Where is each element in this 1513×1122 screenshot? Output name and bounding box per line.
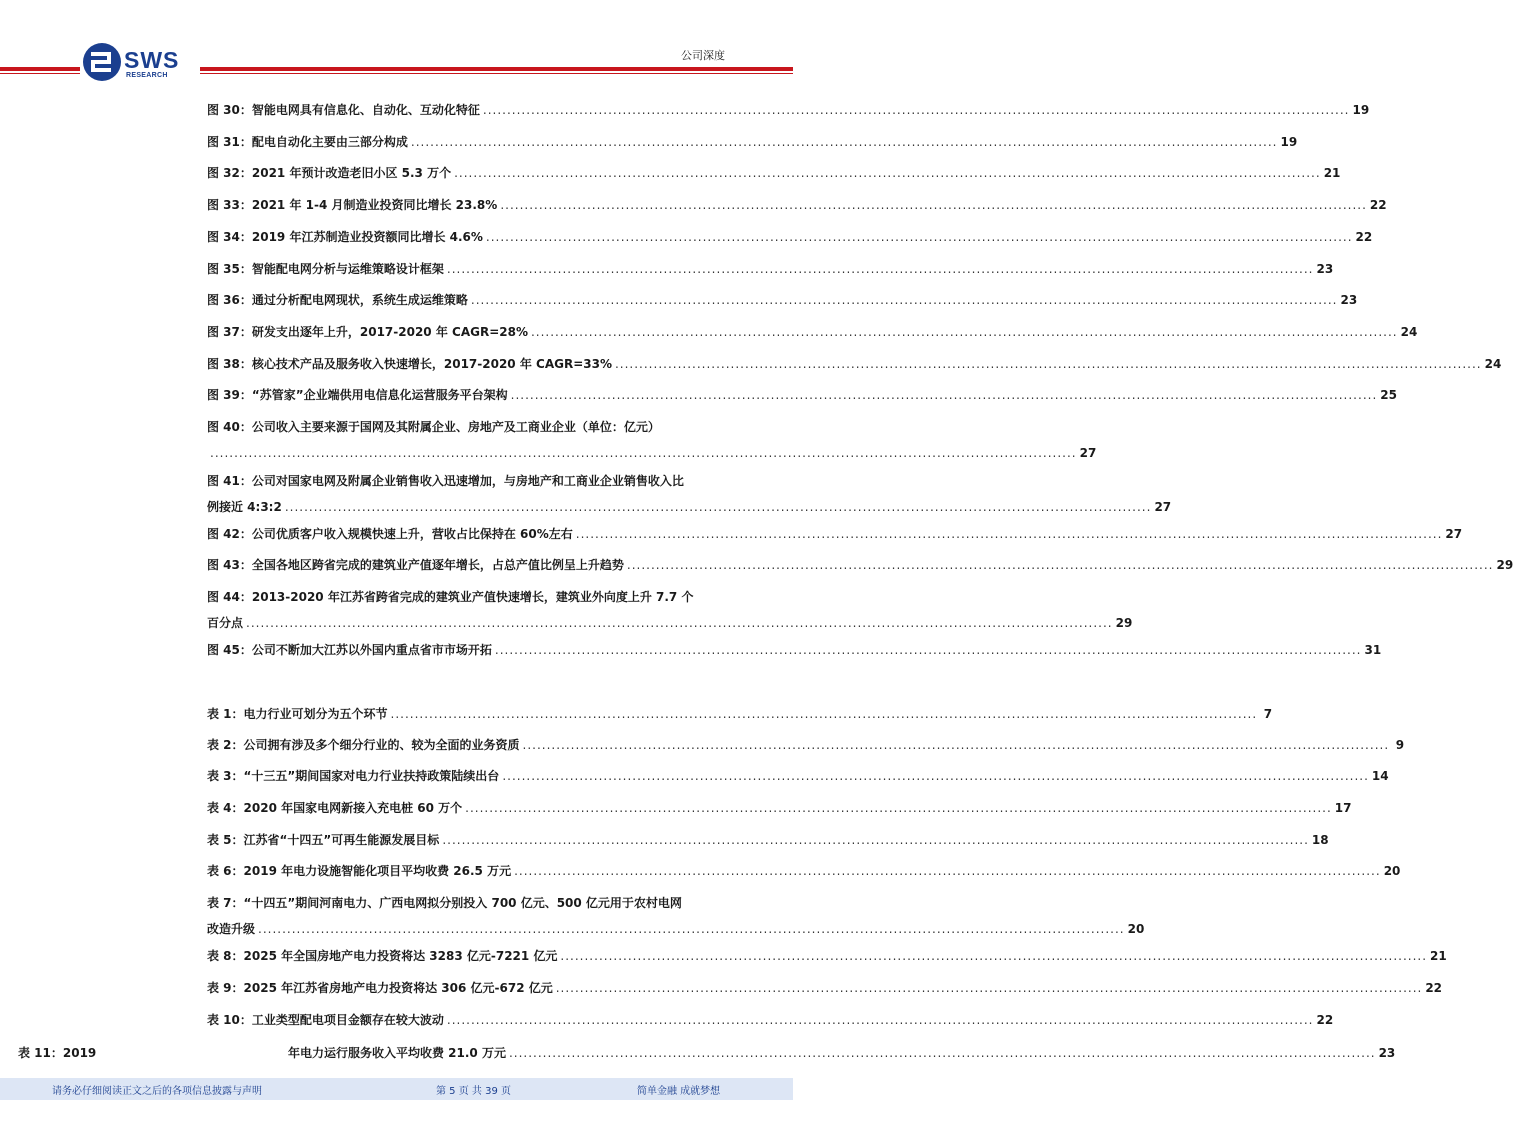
toc-page: 19 <box>1352 103 1370 117</box>
dot-leader: .................................................................................................................................................................................... <box>446 262 1314 276</box>
toc-entry-fig-39[interactable] <box>207 382 1397 408</box>
dot-leader: .................................................................................................................................................................................... <box>465 801 1332 815</box>
toc-label: 图 35：智能配电网分析与运维策略设计框架 <box>207 262 444 276</box>
toc-label: 图 30：智能电网具有信息化、自动化、互动化特征 <box>207 103 480 117</box>
toc-label: 表 8：2025 年全国房地产电力投资将达 3283 亿元-7221 亿元 <box>207 949 558 963</box>
toc-entry-fig-33[interactable] <box>207 192 1387 218</box>
dot-leader: .................................................................................................................................................................................... <box>258 922 1125 936</box>
header-rule-left <box>0 67 80 77</box>
dot-leader: .................................................................................................................................................................................... <box>555 981 1423 995</box>
toc-label-line1: 图 44：2013-2020 年江苏省跨省完成的建筑业产值快速增长，建筑业外向度上升 7.7 个 <box>207 590 694 604</box>
dot-leader: .................................................................................................................................................................................... <box>210 446 1077 460</box>
toc-entry-fig-30[interactable] <box>207 97 1370 123</box>
toc-entry-fig-40[interactable] <box>207 414 1097 466</box>
toc-entry-table-8[interactable] <box>207 943 1447 969</box>
toc-entry-table-3[interactable] <box>207 763 1389 789</box>
toc-entry-fig-31[interactable] <box>207 129 1298 155</box>
toc-entry-table-1[interactable] <box>207 701 1273 727</box>
dot-leader: .................................................................................................................................................................................... <box>284 500 1152 514</box>
toc-page: 22 <box>1425 981 1443 995</box>
dot-leader: .................................................................................................................................................................................... <box>575 527 1443 541</box>
toc-page: 21 <box>1430 949 1447 963</box>
dot-leader: .................................................................................................................................................................................... <box>446 1013 1314 1027</box>
toc-label: 表 2：公司拥有涉及多个细分行业的、较为全面的业务资质 <box>207 738 520 752</box>
logo-subtitle: RESEARCH <box>126 72 168 79</box>
dot-leader: .................................................................................................................................................................................... <box>470 293 1338 307</box>
toc-page: 27 <box>1079 446 1097 460</box>
dot-leader: .................................................................................................................................................................................... <box>502 769 1369 783</box>
toc-entry-fig-44[interactable] <box>207 584 1133 636</box>
toc-entry-fig-32[interactable] <box>207 160 1341 186</box>
toc-entry-fig-42[interactable] <box>207 521 1463 547</box>
dot-leader: .................................................................................................................................................................................... <box>410 135 1278 149</box>
dot-leader: .................................................................................................................................................................................... <box>482 103 1350 117</box>
toc-entry-fig-37[interactable] <box>207 319 1418 345</box>
toc-page: 23 <box>1378 1046 1396 1060</box>
toc-page: 17 <box>1334 801 1352 815</box>
toc-page: 27 <box>1154 500 1172 514</box>
toc-page: 18 <box>1311 833 1329 847</box>
header-rule-right <box>200 67 793 77</box>
toc-entry-table-11-prefix[interactable]: 表 11：2019 <box>18 1046 97 1060</box>
toc-label-line1: 表 7：“十四五”期间河南电力、广西电网拟分别投入 700 亿元、500 亿元用于农村电网 <box>207 896 682 910</box>
toc-label: 表 3：“十三五”期间国家对电力行业扶持政策陆续出台 <box>207 769 500 783</box>
toc-entry-table-4[interactable] <box>207 795 1352 821</box>
dot-leader: .................................................................................................................................................................................... <box>390 707 1258 721</box>
toc-label: 百分点 <box>207 616 244 630</box>
toc-label: 年电力运行服务收入平均收费 21.0 万元 <box>288 1046 506 1060</box>
dot-leader: .................................................................................................................................................................................... <box>522 738 1390 752</box>
toc-page: 29 <box>1115 616 1133 630</box>
toc-entry-fig-43[interactable] <box>207 552 1513 578</box>
dot-leader: .................................................................................................................................................................................... <box>508 1046 1376 1060</box>
toc-page: 14 <box>1371 769 1389 783</box>
toc-label: 图 39：“苏管家”企业端供用电信息化运营服务平台架构 <box>207 388 508 402</box>
footer-page-info: 第 5 页 共 39 页 <box>436 1086 511 1097</box>
toc-label: 图 43：全国各地区跨省完成的建筑业产值逐年增长，占总产值比例呈上升趋势 <box>207 558 624 572</box>
toc-page: 20 <box>1127 922 1145 936</box>
report-type: 公司深度 <box>681 49 725 62</box>
toc-entry-fig-36[interactable] <box>207 287 1358 313</box>
toc-label-line1: 图 41：公司对国家电网及附属企业销售收入迅速增加，与房地产和工商业企业销售收入比 <box>207 474 684 488</box>
toc-entry-table-9[interactable] <box>207 975 1443 1001</box>
toc-entry-fig-35[interactable] <box>207 256 1334 282</box>
toc-page: 24 <box>1400 325 1418 339</box>
toc-page: 20 <box>1383 864 1401 878</box>
dot-leader: .................................................................................................................................................................................... <box>500 198 1367 212</box>
toc-label: 图 37：研发支出逐年上升，2017-2020 年 CAGR=28% <box>207 325 528 339</box>
dot-leader: .................................................................................................................................................................................... <box>510 388 1378 402</box>
toc-entry-table-7[interactable] <box>207 890 1145 942</box>
toc-label-line1: 图 40：公司收入主要来源于国网及其附属企业、房地产及工商业企业（单位：亿元） <box>207 420 660 434</box>
toc-label: 图 33：2021 年 1-4 月制造业投资同比增长 23.8% <box>207 198 498 212</box>
dot-leader: .................................................................................................................................................................................... <box>530 325 1398 339</box>
dot-leader: .................................................................................................................................................................................... <box>246 616 1113 630</box>
toc-label: 表 5：江苏省“十四五”可再生能源发展目标 <box>207 833 440 847</box>
toc-page: 23 <box>1316 262 1334 276</box>
toc-label: 图 38：核心技术产品及服务收入快速增长，2017-2020 年 CAGR=33% <box>207 357 612 371</box>
toc-label: 图 36：通过分析配电网现状，系统生成运维策略 <box>207 293 468 307</box>
toc-page: 22 <box>1355 230 1373 244</box>
toc-page: 22 <box>1369 198 1387 212</box>
toc-label: 表 10：工业类型配电项目金额存在较大波动 <box>207 1013 444 1027</box>
footer-disclaimer: 请务必仔细阅读正文之后的各项信息披露与声明 <box>52 1086 262 1097</box>
toc-page: 22 <box>1316 1013 1334 1027</box>
dot-leader: .................................................................................................................................................................................... <box>494 643 1362 657</box>
page-header <box>0 0 793 90</box>
toc-page: 25 <box>1380 388 1397 402</box>
toc-label: 例接近 4:3:2 <box>207 500 282 514</box>
dot-leader: .................................................................................................................................................................................... <box>485 230 1353 244</box>
toc-label: 改造升级 <box>207 922 256 936</box>
toc-entry-fig-34[interactable] <box>207 224 1373 250</box>
toc-page: 23 <box>1340 293 1358 307</box>
toc-page: 21 <box>1323 166 1341 180</box>
dot-leader: .................................................................................................................................................................................... <box>514 864 1381 878</box>
toc-page: 24 <box>1484 357 1502 371</box>
dot-leader: .................................................................................................................................................................................... <box>454 166 1321 180</box>
dot-leader: .................................................................................................................................................................................... <box>614 357 1482 371</box>
toc-page: 31 <box>1364 643 1382 657</box>
dot-leader: .................................................................................................................................................................................... <box>560 949 1428 963</box>
toc-entry-table-2[interactable] <box>207 732 1405 758</box>
toc-page: 27 <box>1445 527 1463 541</box>
toc-entry-table-11[interactable] <box>288 1040 1396 1066</box>
toc-page: 7 <box>1263 707 1273 721</box>
toc-entry-table-10[interactable] <box>207 1007 1334 1033</box>
toc-entry-table-5[interactable] <box>207 827 1329 853</box>
dot-leader: .................................................................................................................................................................................... <box>442 833 1309 847</box>
logo-wordmark: SWS <box>124 47 180 73</box>
toc-entry-fig-41[interactable] <box>207 468 1172 520</box>
toc-entry-fig-45[interactable] <box>207 637 1382 663</box>
toc-page: 9 <box>1395 738 1405 752</box>
footer-slogan: 简单金融 成就梦想 <box>637 1086 721 1097</box>
toc-label: 图 32：2021 年预计改造老旧小区 5.3 万个 <box>207 166 452 180</box>
toc-label: 图 45：公司不断加大江苏以外国内重点省市市场开拓 <box>207 643 492 657</box>
toc-page: 19 <box>1280 135 1298 149</box>
toc-entry-table-6[interactable] <box>207 858 1401 884</box>
toc-label: 表 6：2019 年电力设施智能化项目平均收费 26.5 万元 <box>207 864 512 878</box>
dot-leader: .................................................................................................................................................................................... <box>626 558 1494 572</box>
toc-entry-fig-38[interactable] <box>207 351 1502 377</box>
toc-label: 表 9：2025 年江苏省房地产电力投资将达 306 亿元-672 亿元 <box>207 981 553 995</box>
toc-page: 29 <box>1496 558 1513 572</box>
toc-label: 图 31：配电自动化主要由三部分构成 <box>207 135 408 149</box>
toc-label: 图 34：2019 年江苏制造业投资额同比增长 4.6% <box>207 230 483 244</box>
toc-label: 图 42：公司优质客户收入规模快速上升，营收占比保持在 60%左右 <box>207 527 573 541</box>
toc-label: 表 1：电力行业可划分为五个环节 <box>207 707 388 721</box>
toc-label: 表 4：2020 年国家电网新接入充电桩 60 万个 <box>207 801 463 815</box>
